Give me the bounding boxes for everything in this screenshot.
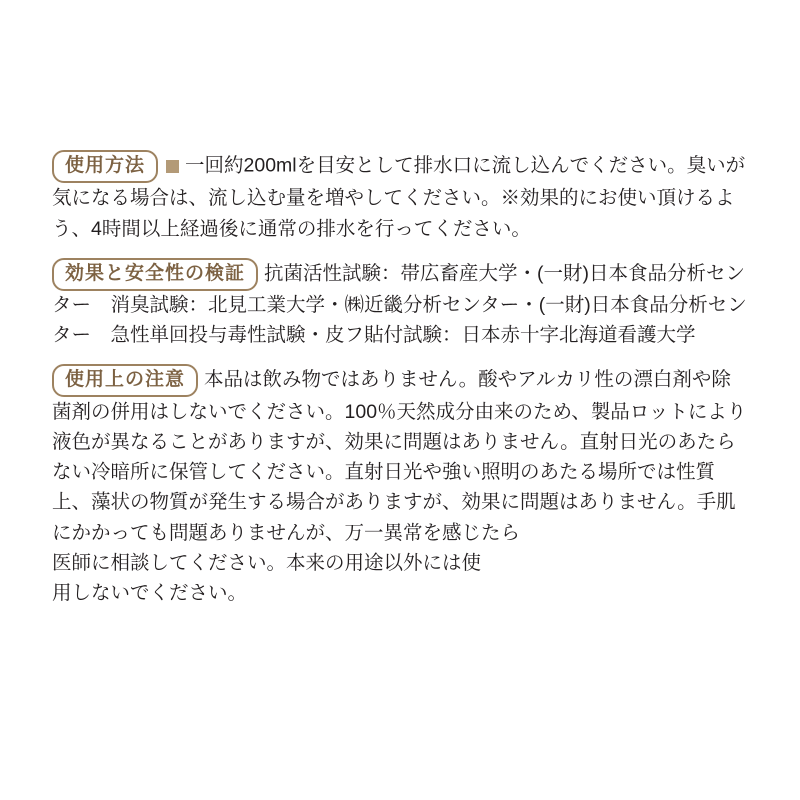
section-body-usage-precautions-line3: 用しないでください。 [52,581,248,604]
section-tag-usage-method: 使用方法 [52,150,158,183]
section-body-usage-precautions-line2: 医師に相談してください。本来の用途以外には使 [52,551,482,574]
section-body-usage-method: 一回約200mlを目安として排水口に流し込んでください。臭いが気になる場合は、流し込む量を増やしてください。※効果的にお使い頂けるよう、4時間以上経過後に通常の排水を行ってください。 [52,154,746,240]
section-tag-efficacy-safety: 効果と安全性の検証 [52,258,258,291]
section-usage-precautions [52,364,748,608]
section-body-efficacy-safety: 抗菌活性試験：帯広畜産大学・(一財)日本食品分析センター 消臭試験：北見工業大学・㈱近畿分析センター・(一財)日本食品分析センター 急性単回投与毒性試験・皮フ貼付試験：日本赤十字北海道看護大学 [52,263,747,346]
square-bullet-icon [166,160,179,173]
section-tag-usage-precautions: 使用上の注意 [52,364,198,397]
section-usage-method [52,150,748,244]
section-efficacy-safety [52,258,748,349]
section-body-usage-precautions: 本品は飲み物ではありません。酸やアルカリ性の漂白剤や除菌剤の併用はしないでください。100％天然成分由来のため、製品ロットにより液色が異なることがありますが、効果に問題はありません。直射日光のあたらない冷暗所に保管してください。直射日光や強い照明のあたる場所では性質上、藻状の物質が発生する場合がありますが、効果に問題はありません。手肌にかかっても問題ありませんが、万一異常を感じたら [52,368,747,544]
